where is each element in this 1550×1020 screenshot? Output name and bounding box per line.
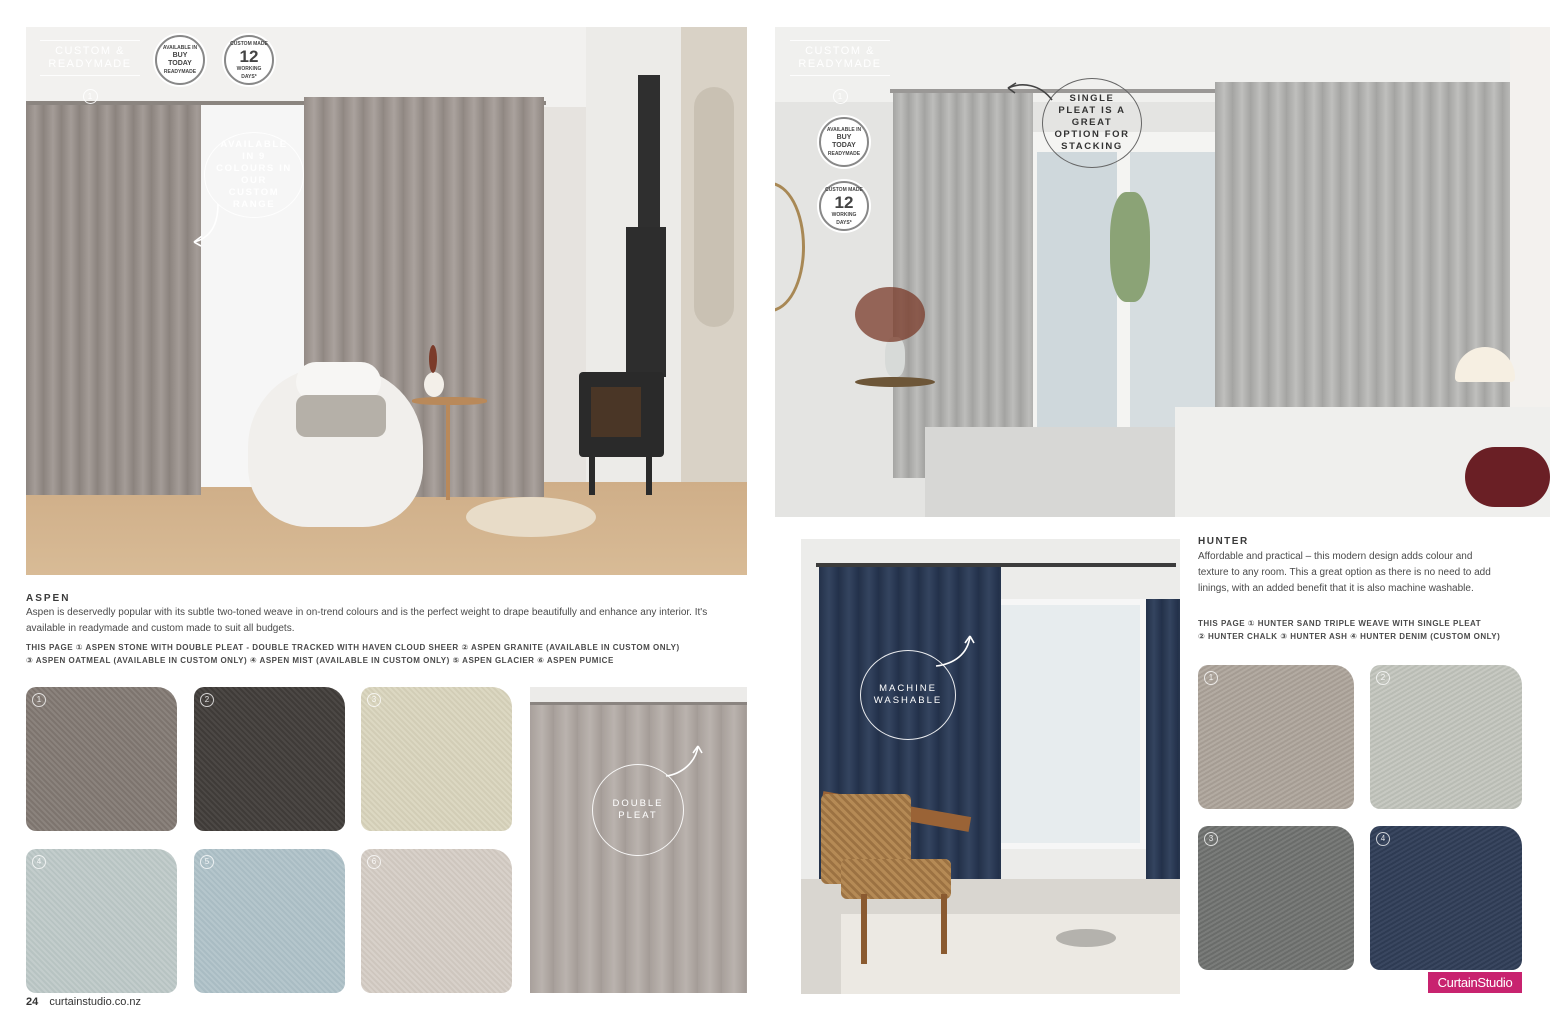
tag-line1: CUSTOM &: [805, 45, 875, 57]
hunter-description: Affordable and practical – this modern design adds colour and texture to any room. This a great option as there is no need to add linings, with an added benefit that it is also machine washable.: [1198, 551, 1491, 594]
badge-sub-text: WORKING: [831, 211, 857, 218]
tag-number: 1: [833, 89, 848, 104]
tag-line2: READYMADE: [48, 58, 132, 70]
swatch-number: 2: [200, 693, 214, 707]
brand-logo-text: CurtainStudio: [1437, 975, 1513, 990]
aspen-swatch-2: [194, 687, 345, 831]
aspen-this-page-2: ③ ASPEN OATMEAL (AVAILABLE IN CUSTOM ONLY) ④ ASPEN MIST (AVAILABLE IN CUSTOM ONLY) ⑤ ASPEN GLACIER ⑥ ASPEN PUMICE: [26, 656, 614, 665]
buy-today-badge: [819, 117, 869, 167]
tag-line1: CUSTOM &: [55, 45, 125, 57]
aspen-title: ASPEN: [26, 593, 71, 604]
hunter-this-page-2: ② HUNTER CHALK ③ HUNTER ASH ④ HUNTER DENIM (CUSTOM ONLY): [1198, 632, 1501, 641]
badge-days-number: 12: [834, 192, 854, 212]
badge-main-text: TODAY: [832, 142, 856, 149]
swatch-number: 5: [200, 855, 214, 869]
custom-made-badge: [819, 181, 869, 231]
stacking-arrow-icon: [1000, 78, 1055, 108]
washable-callout-text: MACHINE WASHABLE: [873, 683, 943, 706]
aspen-description: Aspen is deservedly popular with its subtle two-toned weave in on-trend colours and is the perfect weight to drape beautifully and enhance any interior. It's available in readymade and custom made to suit all budgets.: [26, 607, 708, 634]
right-hero-tag: [790, 40, 890, 104]
tag-rule: [40, 40, 140, 41]
badge-sub-text: DAYS*: [241, 73, 257, 80]
badge-days-number: 12: [239, 46, 259, 66]
tag-rule: [790, 40, 890, 41]
badge-bottom-text: READYMADE: [163, 69, 197, 75]
hunter-swatch-2: [1370, 665, 1522, 809]
swatch-number: 1: [32, 693, 46, 707]
swatch-number: 4: [32, 855, 46, 869]
aspen-swatch-3: [361, 687, 512, 831]
website-link[interactable]: curtainstudio.co.nz: [49, 996, 142, 1008]
hunter-this-page-1: THIS PAGE ① HUNTER SAND TRIPLE WEAVE WITH SINGLE PLEAT: [1198, 619, 1482, 628]
badge-main-text: TODAY: [168, 60, 192, 67]
aspen-this-page-1: THIS PAGE ① ASPEN STONE WITH DOUBLE PLEAT - DOUBLE TRACKED WITH HAVEN CLOUD SHEER ② ASPEN GRANITE (AVAILABLE IN CUSTOM ONLY): [26, 643, 680, 652]
aspen-swatch-4: [26, 849, 177, 993]
swatch-number: 3: [1204, 832, 1218, 846]
left-hero-tag: [40, 40, 140, 104]
tag-number: 1: [83, 89, 98, 104]
tag-rule: [40, 75, 140, 76]
swatch-number: 2: [1376, 671, 1390, 685]
badge-bottom-text: READYMADE: [827, 151, 861, 157]
aspen-swatch-1: [26, 687, 177, 831]
badge-top-text: AVAILABLE IN: [826, 127, 862, 133]
double-pleat-callout-text: DOUBLE PLEAT: [612, 798, 664, 821]
swatch-number: 3: [367, 693, 381, 707]
page-number: 24: [26, 996, 39, 1008]
hunter-swatch-3: [1198, 826, 1354, 970]
swatch-number: 1: [1204, 671, 1218, 685]
callout-arrow-icon: [188, 200, 228, 250]
colours-callout-text: AVAILABLE IN 9 COLOURS IN OUR CUSTOM RANGE: [216, 139, 292, 210]
badge-main-text: BUY: [172, 52, 188, 59]
badge-main-text: BUY: [836, 134, 852, 141]
aspen-swatch-6: [361, 849, 512, 993]
brand-logo[interactable]: [1428, 972, 1522, 993]
hunter-title: HUNTER: [1198, 536, 1249, 547]
badge-top-text: CUSTOM MADE: [230, 40, 268, 47]
page-footer: [26, 996, 141, 1008]
pleat-arrow-icon: [662, 740, 707, 785]
hunter-swatch-1: [1198, 665, 1354, 809]
stacking-callout: [1042, 78, 1142, 168]
buy-today-badge: [155, 35, 205, 85]
washable-arrow-icon: [930, 628, 980, 673]
badge-sub-text: WORKING: [236, 65, 262, 72]
badge-sub-text: DAYS*: [836, 219, 852, 226]
badge-top-text: AVAILABLE IN: [162, 45, 198, 51]
badge-top-text: CUSTOM MADE: [825, 186, 863, 193]
tag-line2: READYMADE: [798, 58, 882, 70]
hunter-swatch-4: [1370, 826, 1522, 970]
tag-rule: [790, 75, 890, 76]
aspen-hero-photo: [26, 27, 747, 575]
stacking-callout-text: SINGLE PLEAT IS A GREAT OPTION FOR STACKING: [1054, 93, 1130, 152]
swatch-number: 4: [1376, 832, 1390, 846]
aspen-swatch-5: [194, 849, 345, 993]
custom-made-badge: [224, 35, 274, 85]
swatch-number: 6: [367, 855, 381, 869]
hunter-hero-photo: [775, 27, 1550, 517]
hunter-room-photo: [801, 539, 1180, 994]
